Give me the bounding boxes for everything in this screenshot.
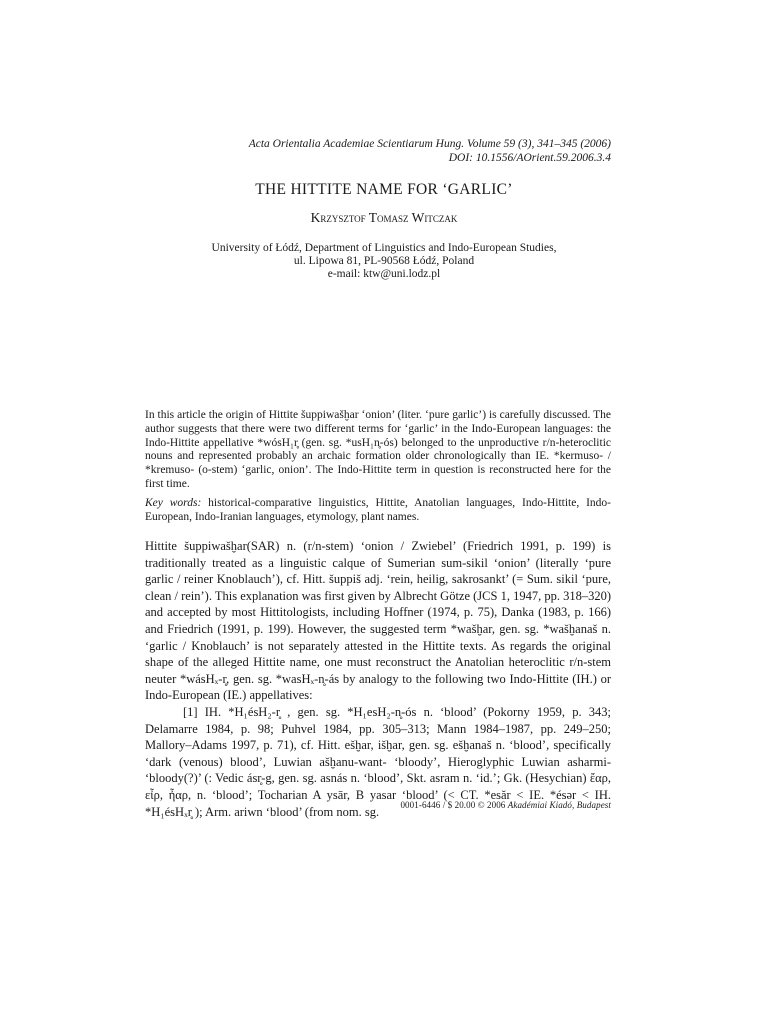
- footer-issn: 0001-6446 / $ 20.00 © 2006: [400, 800, 506, 810]
- affiliation-line-2: ul. Lipowa 81, PL-90568 Łódź, Poland: [293, 254, 475, 267]
- footer-publisher: Akadémiai Kiadó, Budapest: [507, 800, 611, 810]
- paper-author: Krzysztof Tomasz Witczak: [310, 210, 458, 225]
- body-paragraph-2: [1] IH. *H₁ésH₂-r̥ , gen. sg. *H₁esH₂-n̥-ós n. ‘blood’ (Pokorny 1959, p. 343; Delamarre 1984, p. 98; Puhvel 1984, pp. 305–313; Mann 1984–1987, pp. 249–250; Mallory–Adams 1997, p. 71), cf. Hitt. ešḫar, išḫar, gen. sg. ešḫanaš n. ‘blood’, specifically ‘dark (venous) blood’, Luwian ašḫanu-want- ‘bloody’, Hieroglyphic Luwian asharmi- ‘bloody(?)’ (: Vedic ásr̥-g, gen. sg. asnás n. ‘blood’, Skt. asram n. ‘id.’; Gk. (Hesychian) ἔαρ, εἶρ, ἦαρ, n. ‘blood’; Tocharian A ysār, B yasar ‘blood’ (< CT. *esăr < IE. *ésər < IH. *H₁ésHₓr̥ ); Arm. ariwn ‘blood’ (from nom. sg.: [145, 704, 611, 819]
- abstract: In this article the origin of Hittite šuppiwašḫar ‘onion’ (liter. ‘pure garlic’) is carefully discussed. The author suggests that there were two different terms for ‘garlic’ in the Indo-European languages: the Indo-Hittite appellative *wósH₁r̥ (gen. sg. *usH₁n̥-ós) belonged to the unproductive r/n-heteroclitic nouns and represented probably an archaic formation older chronologically than IE. *kermuso- / *kremuso- (o-stem) ‘garlic, onion’. The Indo-Hittite term in question is reconstructed here for the first time.: [145, 409, 611, 490]
- body-paragraph-1: Hittite šuppiwašḫar(SAR) n. (r/n-stem) ‘onion / Zwiebel’ (Friedrich 1991, p. 199) is traditionally treated as a linguistic calque of Sumerian sum-sikil ‘onion’ (literally ‘pure garlic / reiner Knoblauch’), cf. Hitt. šuppiš adj. ‘rein, heilig, sakrosankt’ (= Sum. sikil ‘pure, clean / rein’). This explanation was first given by Albrecht Götze (JCS 1, 1947, pp. 318–320) and accepted by most Hittitologists, including Hoffner (1974, p. 75), Danka (1983, p. 166) and Friedrich (1991, p. 199). However, the suggested term *wašḫar, gen. sg. *wašḫanaš n. ‘garlic / Knoblauch’ is not separately attested in the Hittite texts. As regards the original shape of the alleged Hittite name, one must reconstruct the Anatolian heteroclitic r/n-stem neuter *wásHₓ-r̥, gen. sg. *wasHₓ-n̥-ás by analogy to the following two Indo-Hittite (IH.) or Indo-European (IE.) appellatives:: [145, 539, 611, 703]
- journal-citation: Acta Orientalia Academiae Scientiarum Hung. Volume 59 (3), 341–345 (2006): [248, 138, 611, 150]
- page-footer: [400, 800, 611, 810]
- paper-title: THE HITTITE NAME FOR ‘GARLIC’: [255, 181, 513, 198]
- affiliation-email: e-mail: ktw@uni.lodz.pl: [327, 267, 441, 280]
- keywords: [145, 497, 611, 525]
- body-text: [145, 538, 611, 820]
- keywords-text: historical-comparative linguistics, Hittite, Anatolian languages, Indo-Hittite, Indo-European, Indo-Iranian languages, etymology, plant names.: [145, 497, 611, 523]
- keywords-label: Key words:: [145, 497, 202, 509]
- journal-header: [249, 137, 611, 165]
- journal-doi: DOI: 10.1556/AOrient.59.2006.3.4: [448, 152, 611, 164]
- affiliation-line-1: University of Łódź, Department of Linguistics and Indo-European Studies,: [211, 242, 557, 254]
- author-affiliation: [144, 242, 624, 280]
